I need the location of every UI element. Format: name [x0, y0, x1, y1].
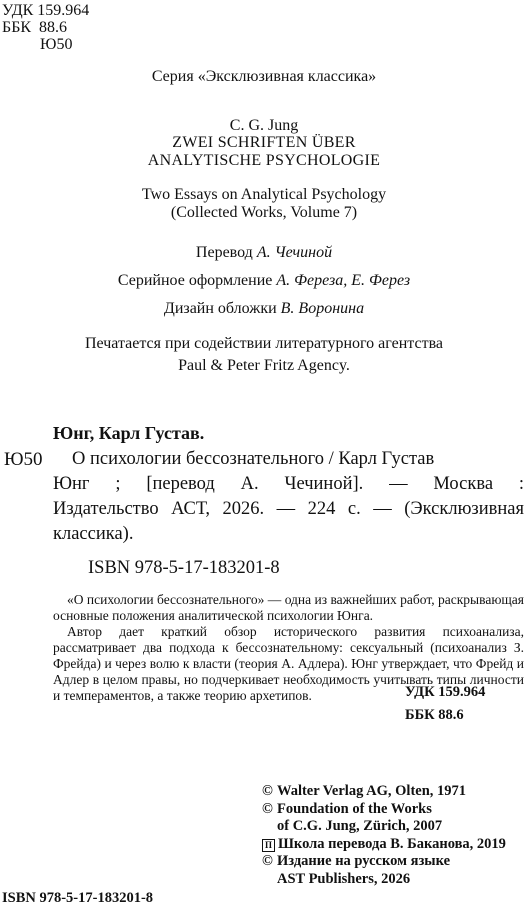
isbn-bottom: ISBN 978-5-17-183201-8: [2, 890, 154, 906]
copyright-line-5: © Издание на русском языке: [262, 853, 451, 869]
side-author-mark: Ю50: [4, 449, 43, 470]
biblio-line1: О психологии бессознательного / Карл Густав: [72, 449, 435, 469]
cover-design-label: Дизайн обложки: [163, 300, 277, 317]
biblio-line2: Юнг ; [перевод А. Чечиной]. — Москва :: [53, 474, 524, 494]
english-title-line1: Two Essays on Analytical Psychology: [141, 186, 387, 203]
copyright-line-4: П Школа перевода В. Баканова, 2019: [262, 836, 506, 854]
copyright-line-1: © Walter Verlag AG, Olten, 1971: [262, 783, 467, 799]
original-title-line1: ZWEI SCHRIFTEN ÜBER: [172, 134, 356, 151]
cover-design-credit: [0, 299, 528, 318]
isbn-main: ISBN 978-5-17-183201-8: [88, 558, 280, 578]
copyright-line-3: of C.G. Jung, Zürich, 2007: [277, 818, 443, 834]
copyright-line-2: © Foundation of the Works: [262, 800, 432, 817]
series-design-name: А. Фереза, Е. Ферез: [276, 272, 411, 289]
copyright-icon: ©: [262, 853, 273, 869]
biblio-line3: Издательство АСТ, 2026. — 224 с. — (Эксклюзивная: [53, 499, 524, 519]
annotation-paragraph-1: «О психологии бессознательного» — одна из важнейших работ, раскрывающая основные положения аналитической психологии Юнга.: [53, 592, 524, 623]
author-latin: C. G. Jung: [229, 117, 299, 134]
copyright-icon: ©: [262, 783, 273, 799]
bbk-code-top: ББК 88.6: [2, 19, 68, 36]
copyright-icon: ©: [262, 800, 273, 817]
copyright-block: [262, 783, 506, 888]
translator-label: Перевод: [195, 244, 253, 261]
series-design-credit: [0, 271, 528, 290]
agency-line1: Печатается при содействии литературного агентства: [84, 335, 444, 352]
series-design-label: Серийное оформление: [117, 272, 273, 289]
author-mark-top: Ю50: [40, 36, 73, 53]
copyright-line-6: AST Publishers, 2026: [277, 870, 411, 887]
annotation-paragraph-2: Автор дает краткий обзор исторического развития психоанализа, рассматривает два подхода к бессознательному: сексуальный (психоанализ З. Фрейда) и через волю к власти (теория А. Адлера). Юнг утверждает, что Фрейд и Адлер в целом правы, но подчеркивает необходимость учитывать типы личности и темпераментов, а также теорию архетипов.: [53, 624, 524, 703]
udk-code-bottom: УДК 159.964: [405, 684, 486, 700]
series-title: Серия «Эксклюзивная классика»: [151, 68, 377, 85]
english-title-line2: (Collected Works, Volume 7): [170, 204, 358, 221]
agency-line2: Paul & Peter Fritz Agency.: [178, 357, 350, 374]
author-heading: Юнг, Карл Густав.: [53, 423, 205, 443]
translator-name: А. Чечиной: [256, 244, 333, 261]
original-title-line2: ANALYTISCHE PSYCHOLOGIE: [147, 152, 381, 169]
biblio-line4: классика).: [53, 524, 134, 544]
udk-code-top: УДК 159.964: [2, 2, 90, 19]
bbk-code-bottom: ББК 88.6: [405, 707, 464, 723]
cover-design-name: В. Воронина: [280, 300, 365, 317]
translator-credit: [0, 243, 528, 262]
translation-copyright-icon: П: [262, 839, 275, 852]
